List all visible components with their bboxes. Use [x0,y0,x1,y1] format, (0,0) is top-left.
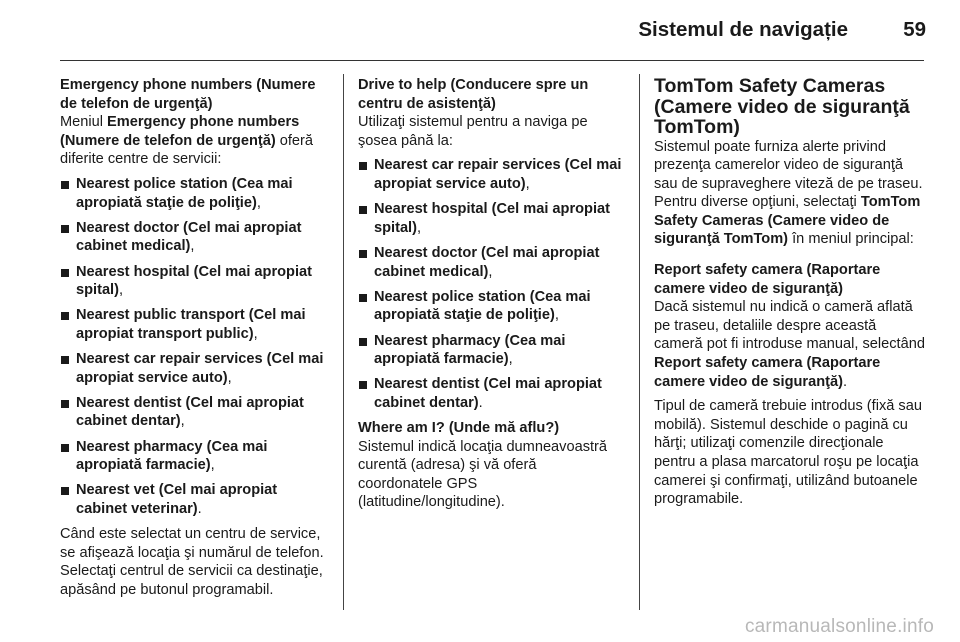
list-item [60,219,328,256]
column-divider-1 [343,74,344,610]
bullet-square-icon [61,444,69,452]
header-divider [60,60,924,61]
list-item-label: Nearest pharmacy (Cea mai apropiată farmacie) [374,332,566,368]
list-item-label: Nearest car repair services (Cel mai apropiat service auto) [76,351,324,386]
list-item-punct: , [256,194,261,211]
intro-text-end: oferă diferite centre de servicii: [60,132,314,168]
list-item-label: Nearest car repair services (Cel mai apropiat service auto) [374,157,622,192]
bullet-square-icon [61,269,69,277]
list-item-punct: , [525,175,530,192]
section-body-where-am-i: Sistemul indică locaţia dumneavoastră curentă (adresa) şi vă oferă coordonatele GPS (latitudine/longitudine). [358,438,608,511]
drive-to-help-list [358,156,622,412]
bullet-square-icon [359,381,367,389]
list-item [60,306,328,343]
list-item-label: Nearest doctor (Cel mai apropiat cabinet medical) [76,219,302,255]
bullet-square-icon [61,487,69,495]
list-item [358,244,622,281]
bullet-square-icon [359,206,367,214]
section-intro-drive-to-help: Utilizaţi sistemul pentru a naviga pe şosea până la: [358,114,588,149]
subsection-body-report-camera [654,298,926,391]
bullet-square-icon [61,181,69,189]
intro-menu-name: TomTom Safety Cameras (Camere video de siguranţă TomTom) [654,194,921,248]
section-closing-emergency: Când este selectat un centru de service, se afişează locaţia şi numărul de telefon. Selectaţi centrul de servicii ca destinaţie, apăsând pe butonul programabil. [60,526,324,598]
intro-text-end: în meniul principal: [788,231,914,248]
list-item-label: Nearest dentist (Cel mai apropiat cabinet dentar) [374,376,602,411]
bullet-square-icon [61,312,69,320]
list-item-punct: , [210,457,215,474]
list-item-punct: , [488,263,493,280]
list-item [60,394,328,431]
column-2 [358,76,622,518]
list-item [60,438,328,475]
list-item-punct: , [180,413,185,430]
list-item-label: Nearest dentist (Cel mai apropiat cabinet dentar) [76,394,304,430]
bullet-square-icon [359,294,367,302]
watermark: carmanualsonline.info [744,616,934,637]
subsection-heading-report-camera: Report safety camera (Raportare camere video de siguranţă) [654,262,881,297]
list-item [358,375,622,412]
intro-text: Sistemul poate furniza alerte privind prezenţa camerelor video de siguranţă sau de supraveghere viteză de pe traseu. Pentru diverse opţiuni, selectaţi [654,138,923,211]
list-item-label: Nearest doctor (Cel mai apropiat cabinet medical) [374,244,600,280]
list-item-punct: , [253,325,258,342]
list-item [358,332,622,369]
list-item [60,350,328,387]
list-item-punct: , [508,351,513,368]
list-item-label: Nearest vet (Cel mai apropiat cabinet veterinar) [76,482,278,518]
list-item [60,481,328,518]
list-item-label: Nearest public transport (Cel mai apropiat transport public) [76,307,306,342]
list-item-punct: , [227,369,232,386]
list-item-punct: . [197,501,202,518]
list-item-label: Nearest hospital (Cel mai apropiat spital) [76,263,312,299]
section-intro-emergency [60,113,328,169]
column-divider-2 [639,74,640,610]
bullet-square-icon [359,338,367,346]
list-item [358,200,622,237]
page-title: Sistemul de navigație [638,18,848,41]
list-item-label: Nearest pharmacy (Cea mai apropiată farmacie) [76,438,268,474]
intro-text: Meniul [60,114,108,131]
bullet-square-icon [61,356,69,364]
list-item-punct: , [554,307,559,324]
list-item-punct: , [118,282,124,299]
intro-menu-name: Emergency phone numbers (Numere de telefon de urgenţă) [60,114,300,149]
column-3 [654,76,926,515]
body-text: Dacă sistemul nu indică o cameră aflată pe traseu, detaliile despre această cameră pot fi introduse manual, selectând [654,299,925,353]
section-intro-safety-cameras [654,138,926,250]
emergency-list [60,175,328,519]
body-menu-name: Report safety camera (Raportare camere video de siguranţă) [654,355,881,390]
list-item [358,288,622,325]
list-item-punct: . [478,394,483,411]
list-item [358,156,622,193]
section-heading-where-am-i: Where am I? (Unde mă aflu?) [358,420,560,437]
list-item [60,175,328,212]
list-item-label: Nearest police station (Cea mai apropiată staţie de poliţie) [76,175,293,211]
bullet-square-icon [359,162,367,170]
list-item-label: Nearest hospital (Cel mai apropiat spital) [374,201,610,236]
page-number: 59 [903,18,926,41]
section-heading-safety-cameras: TomTom Safety Cameras (Camere video de siguranţă TomTom) [654,75,910,138]
column-1 [60,76,328,606]
list-item-punct: , [190,238,195,255]
section-heading-drive-to-help: Drive to help (Conducere spre un centru de asistenţă) [358,77,589,112]
bullet-square-icon [61,400,69,408]
list-item-label: Nearest police station (Cea mai apropiată staţie de poliţie) [374,288,591,324]
list-item-punct: , [416,219,422,236]
subsection-body-camera-type: Tipul de cameră trebuie introdus (fixă sau mobilă). Sistemul deschide o pagină cu hărţi; utilizaţi comenzile direcţionale pentru a plasa marcatorul roşu pe locaţia camerei şi confirmaţi, utilizând butoanele programabile. [654,398,922,508]
bullet-square-icon [61,225,69,233]
bullet-square-icon [359,250,367,258]
body-text-end: . [842,373,848,390]
section-heading-emergency: Emergency phone numbers (Numere de telefon de urgenţă) [60,77,316,112]
list-item [60,263,328,300]
